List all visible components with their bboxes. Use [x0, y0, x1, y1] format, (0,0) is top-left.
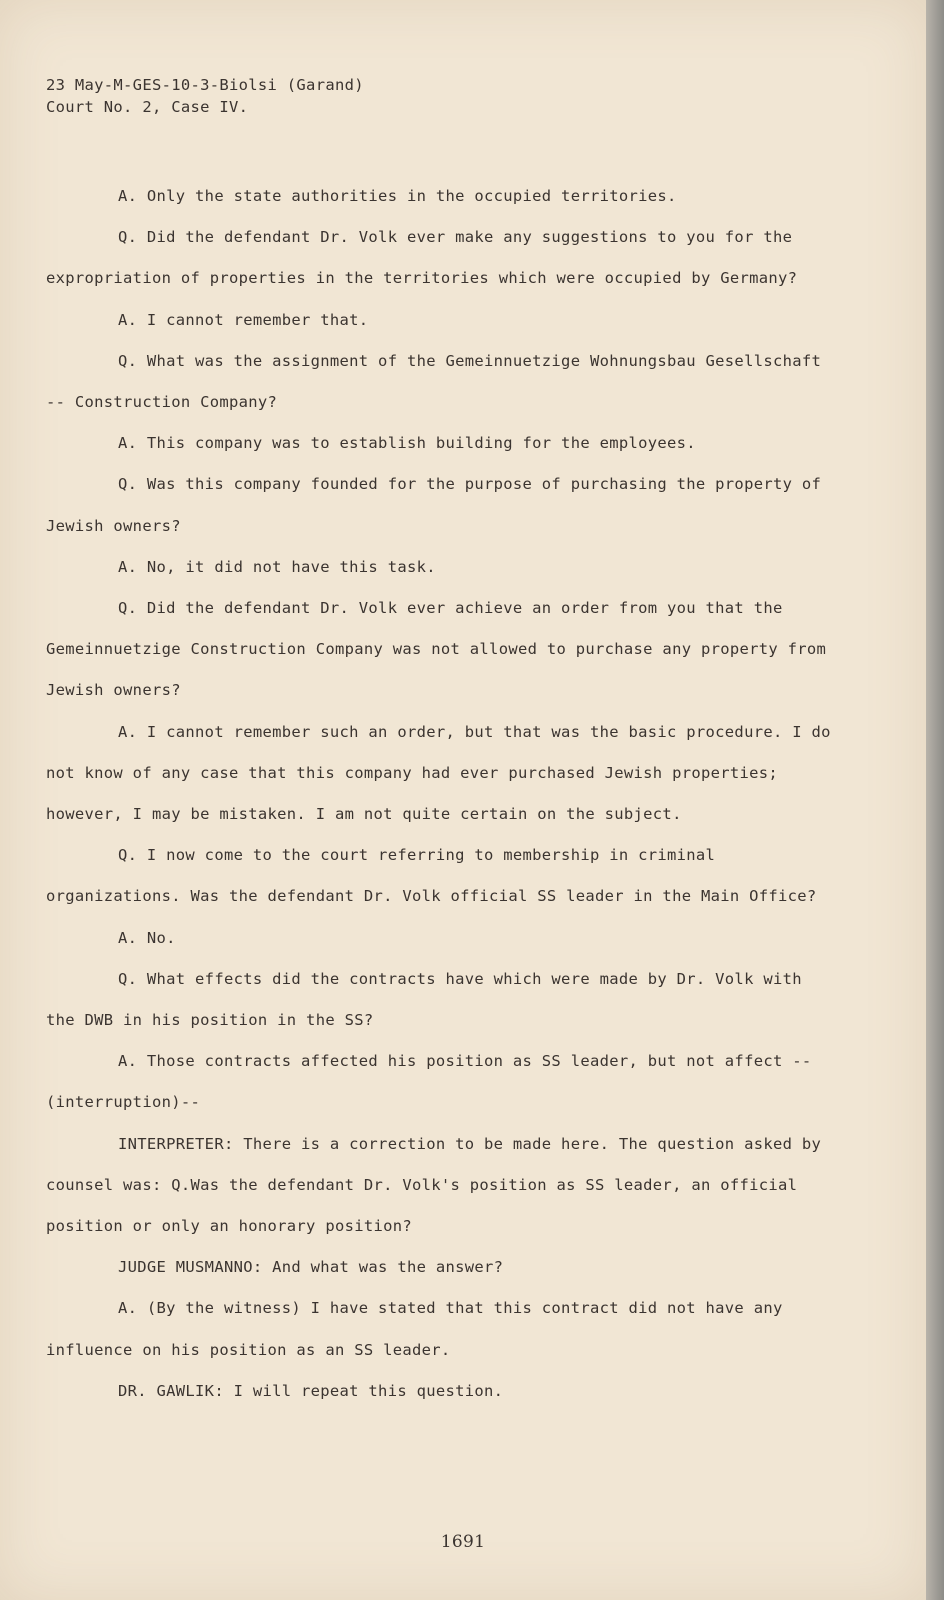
paragraph-answer: A. Only the state authorities in the occupied territories.	[118, 187, 677, 205]
paragraph-question: Q. Did the defendant Dr. Volk ever make any suggestions to you for the expropriation of properties in the territories which were occupied by Germany?	[46, 228, 798, 288]
paragraph-question: Q. Was this company founded for the purpose of purchasing the property of Jewish owners?	[46, 475, 822, 535]
paragraph-answer: A. I cannot remember that.	[118, 310, 369, 329]
page-edge-shadow	[926, 0, 944, 1600]
paragraph-question: Q. Did the defendant Dr. Volk ever achieve an order from you that the Gemeinnuetzige Construction Company was not allowed to purchase any property from Jewish owners?	[46, 599, 827, 700]
paragraph-answer: A. Those contracts affected his position as SS leader, but not affect -- (interruption)--	[46, 1052, 812, 1112]
paragraph-counsel: DR. GAWLIK: I will repeat this question.	[118, 1381, 504, 1400]
paragraph-answer: A. This company was to establish building for the employees.	[118, 434, 696, 453]
paragraph-question: Q. What effects did the contracts have which were made by Dr. Volk with the DWB in his position in the SS?	[46, 969, 802, 1030]
paragraph-question: Q. I now come to the court referring to membership in criminal organizations. Was the defendant Dr. Volk official SS leader in the Main Office?	[46, 846, 817, 906]
paragraph-answer: A. (By the witness) I have stated that this contract did not have any influence on his position as an SS leader.	[46, 1299, 783, 1359]
paragraph-answer: A. No, it did not have this task.	[118, 557, 436, 576]
paragraph-interpreter: INTERPRETER: There is a correction to be made here. The question asked by counsel was: Q.Was the defendant Dr. Volk's position as SS leader, an official position or only an honorary position?	[46, 1134, 822, 1236]
paragraph-judge: JUDGE MUSMANNO: And what was the answer?	[118, 1258, 504, 1277]
paragraph-answer: A. No.	[118, 928, 176, 947]
paragraph-question: Q. What was the assignment of the Gemeinnuetzige Wohnungsbau Gesellschaft -- Construction Company?	[46, 351, 822, 412]
header-reference: 23 May-M-GES-10-3-Biolsi (Garand)	[46, 76, 364, 94]
transcript-body	[46, 176, 836, 1412]
paragraph-answer: A. I cannot remember such an order, but that was the basic procedure. I do not know of any case that this company had ever purchased Jewish properties; however, I may be mistaken. I am not quite certain on the subject.	[46, 722, 831, 824]
page-number: 1691	[440, 1532, 486, 1552]
header-court: Court No. 2, Case IV.	[46, 98, 249, 116]
